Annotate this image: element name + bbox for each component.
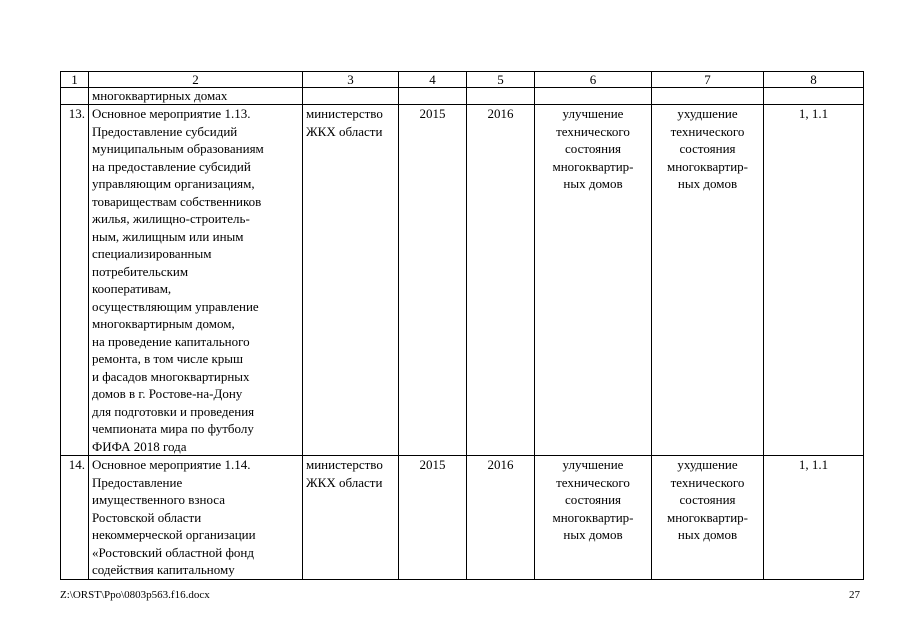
executor-cell: министерство ЖКХ области — [303, 105, 399, 456]
header-cell: 5 — [467, 72, 535, 88]
end-year-cell: 2016 — [467, 105, 535, 456]
table-row — [61, 105, 864, 456]
measure-description: Основное мероприятие 1.13. Предоставление субсидий муниципальным образованиям на предоставление субсидий управляющим организациям, товариществам собственников жилья, жилищно-строитель- ным, жилищным или иным специализированным потребительским кооперативам, осуществляющим управление многоквартирным домом, на проведение капитального ремонта, в том числе крыш и фасадов многоквартирных домов в г. Ростове-на-Дону для подготовки и проведения чемпионата мира по футболу ФИФА 2018 года — [89, 105, 303, 456]
continuation-text: многоквартирных домах — [89, 88, 303, 105]
footer-file-path: Z:\ORST\Ppo\0803p563.f16.docx — [60, 589, 210, 601]
expected-result-cell: улучшение технического состояния многоквартир- ных домов — [535, 105, 652, 456]
indicator-link-cell: 1, 1.1 — [764, 105, 864, 456]
header-cell: 2 — [89, 72, 303, 88]
indicator-link-cell: 1, 1.1 — [764, 456, 864, 580]
table-header-row — [61, 72, 864, 88]
header-cell: 3 — [303, 72, 399, 88]
table-row-continuation — [61, 88, 864, 105]
row-number: 13. — [61, 105, 89, 456]
end-year-cell: 2016 — [467, 456, 535, 580]
measures-table — [60, 71, 864, 580]
consequence-cell: ухудшение технического состояния многоквартир- ных домов — [652, 456, 764, 580]
start-year-cell: 2015 — [399, 456, 467, 580]
page-number: 27 — [849, 589, 860, 601]
consequence-cell: ухудшение технического состояния многоквартир- ных домов — [652, 105, 764, 456]
header-cell: 1 — [61, 72, 89, 88]
table-row — [61, 456, 864, 580]
header-cell: 6 — [535, 72, 652, 88]
header-cell: 7 — [652, 72, 764, 88]
header-cell: 4 — [399, 72, 467, 88]
start-year-cell: 2015 — [399, 105, 467, 456]
executor-cell: министерство ЖКХ области — [303, 456, 399, 580]
measure-description: Основное мероприятие 1.14. Предоставление имущественного взноса Ростовской области некоммерческой организации «Ростовский областной фонд содействия капитальному — [89, 456, 303, 580]
header-cell: 8 — [764, 72, 864, 88]
row-number: 14. — [61, 456, 89, 580]
expected-result-cell: улучшение технического состояния многоквартир- ных домов — [535, 456, 652, 580]
